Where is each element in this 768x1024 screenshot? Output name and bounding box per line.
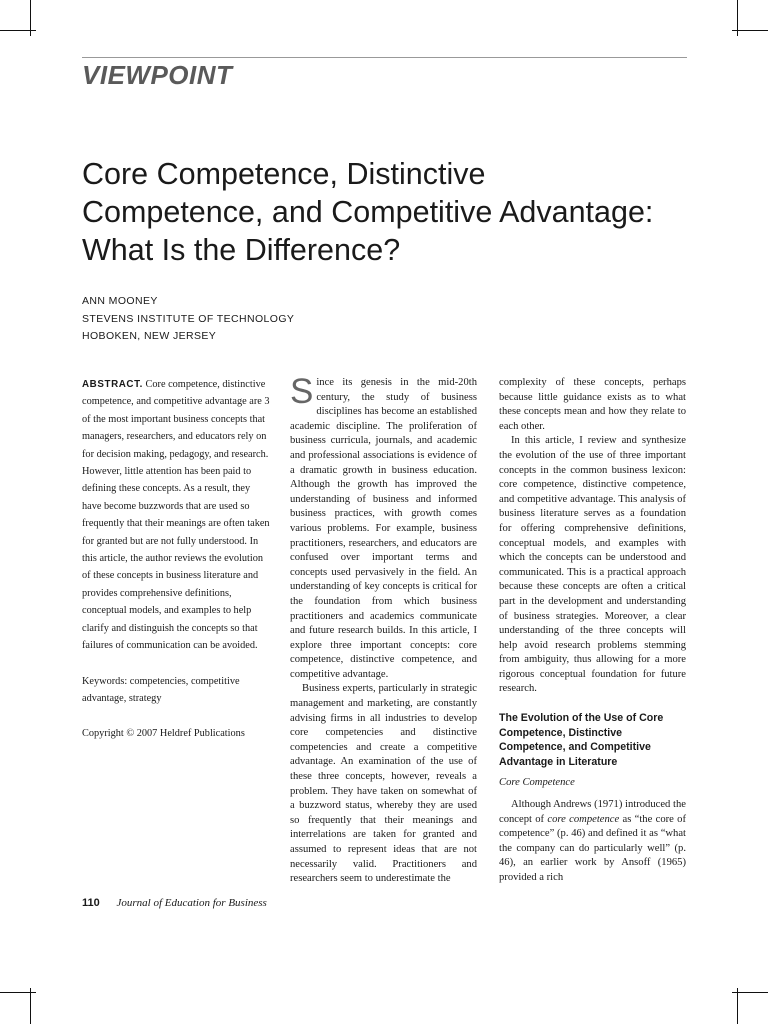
crop-mark (732, 992, 768, 993)
article-title (82, 155, 702, 269)
title-line: Core Competence, Distinctive (82, 157, 486, 191)
body-paragraph (499, 798, 686, 886)
abstract-text: Core competence, distinctive competence, and competitive advantage are 3 of the most important business concepts that managers, researchers, and educators rely on for decision making, pedagogy, and research. However, little attention has been paid to defining these concepts. As a result, they have become buzzwords that are used so frequently that their meanings are often taken for granted but are not fully understood. In this article, the author reviews the evolution of these concepts in business literature and provides comprehensive definitions, conceptual models, and examples to help clarify and distinguish the concepts so that failures of communication can be avoided. (82, 379, 270, 652)
author-location: HOBOKEN, NEW JERSEY (82, 330, 217, 342)
section-label: VIEWPOINT (82, 60, 233, 90)
paragraph-text: ince its genesis in the mid-20th century, the study of business disciplines has become an established academic discipline. The proliferation of business curricula, journals, and academic and professional associations is evidence of a dramatic growth in business education. Although the growth has improved the understanding of business and informed business practices, with growth comes various problems. For example, business practitioners, researchers, and educators are confused over important terms and concepts used pervasively in the field. An understanding of key concepts is critical for the foundation from which business practitioners and academics communicate and future research builds. In this article, I explore three important concepts: core competence, distinctive competence, and competitive advantage. (290, 377, 477, 680)
crop-mark (732, 30, 768, 31)
abstract-paragraph (82, 376, 270, 655)
section-rule (82, 57, 687, 58)
body-paragraph: In this article, I review and synthesize the evolution of the use of three important concepts in the common business lexicon: core competence, distinctive competence, and competitive advantage. This analysis of business literature serves as a foundation for offering comprehensive definitions, conceptual models, and examples with which the concepts can be understood and communicated. This is a practical approach because these concepts are often a critical part in the development and understanding of business strategies. Moreover, a clear understanding of the three concepts will help avoid research problems stemming from ambiguity, thus allowing for a more rigorous conceptual foundation for future research. (499, 435, 686, 695)
body-column-2 (499, 376, 686, 886)
journal-name: Journal of Education for Business (116, 897, 267, 909)
abstract-column (82, 376, 270, 743)
title-line: What Is the Difference? (82, 233, 401, 267)
body-paragraph: Business experts, particularly in strategic management and marketing, are constantly advising firms in all industries to develop core competencies and distinctive competencies and create a competitive advantage. An examination of the use of these three concepts, however, reveals a problem. They have taken on somewhat of a buzzword status, whereby they are used so frequently that their meanings and interrelations are taken for granted and assumed to represent ideas that are not necessarily valid. Practitioners and researchers seem to underestimate the (290, 683, 477, 885)
paragraph-text: as “the core of competence” (p. 46) and defined it as “what the company can do particularly well” (p. 46), an earlier work by Ansoff (1965) provided a rich (499, 813, 686, 883)
crop-mark (737, 988, 738, 1024)
body-column-1 (290, 372, 477, 887)
crop-mark (30, 988, 31, 1024)
page-footer (82, 897, 267, 909)
section-heading: The Evolution of the Use of Core Competence, Distinctive Competence, and Competitive Advantage in Literature (499, 712, 664, 768)
page-number: 110 (82, 897, 100, 909)
title-line: Competence, and Competitive Advantage: (82, 195, 654, 229)
abstract-label: ABSTRACT. (82, 379, 143, 390)
crop-mark (0, 30, 36, 31)
copyright-notice: Copyright © 2007 Heldref Publications (82, 728, 245, 740)
drop-cap: S (290, 372, 314, 411)
crop-mark (0, 992, 36, 993)
body-paragraph (290, 372, 477, 682)
emphasis-text: core competence (547, 813, 620, 825)
subsection-heading: Core Competence (499, 777, 575, 789)
author-name: ANN MOONEY (82, 295, 158, 307)
author-institution: STEVENS INSTITUTE OF TECHNOLOGY (82, 312, 295, 325)
paragraph-text: Although Andrews (1971) introduced the concept of (499, 799, 686, 825)
body-paragraph: complexity of these concepts, perhaps because little guidance exists as to what these concepts mean and how they relate to each other. (499, 377, 686, 432)
byline (82, 293, 294, 346)
keywords: Keywords: competencies, competitive advantage, strategy (82, 675, 240, 704)
